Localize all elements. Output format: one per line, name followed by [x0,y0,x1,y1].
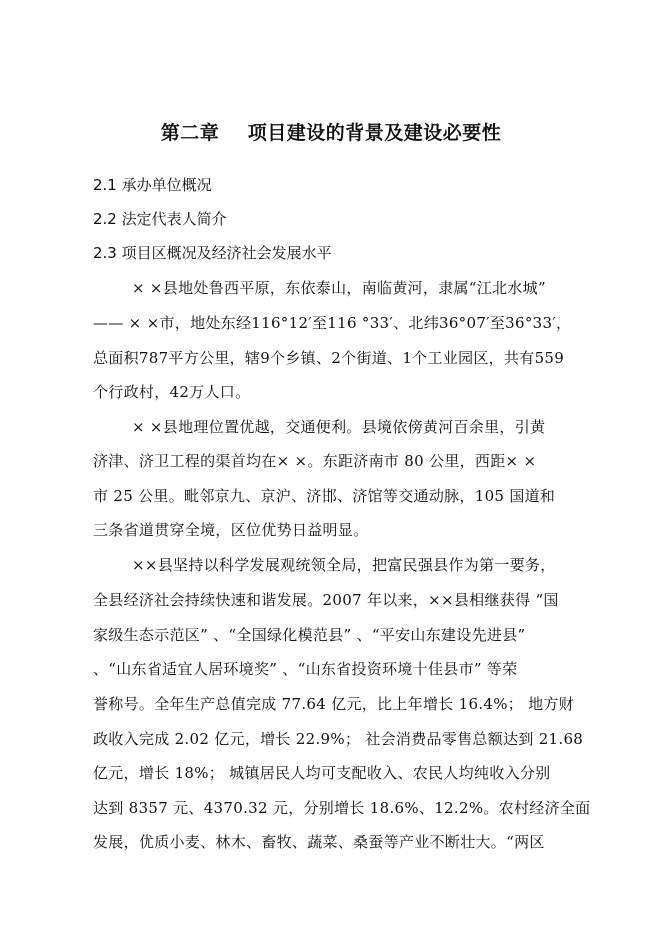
section-heading-2-1: 2.1 承办单位概况 [93,176,212,194]
paragraph-line: 济津、济卫工程的渠首均在× ×。东距济南市 80 公里，西距× × [93,452,537,470]
section-heading-2-3: 2.3 项目区概况及经济社会发展水平 [93,244,332,262]
paragraph-line: 全县经济社会持续快速和谐发展。2007 年以来，××县相继获得 “国 [93,591,559,609]
section-heading-2-2: 2.2 法定代表人简介 [93,210,227,228]
paragraph-line: × ×县地理位置优越，交通便利。县境依傍黄河百余里，引黄 [132,418,546,436]
paragraph-line: 政收入完成 2.02 亿元，增长 22.9%； 社会消费品零售总额达到 21.68 [93,730,584,748]
paragraph-line: 亿元，增长 18%； 城镇居民人均可支配收入、农民人均纯收入分别 [93,764,551,782]
paragraph-line: ××县坚持以科学发展观统领全局，把富民强县作为第一要务， [132,556,556,574]
paragraph-line: 誉称号。全年生产总值完成 77.64 亿元，比上年增长 16.4%； 地方财 [93,695,575,713]
paragraph-line: 、“山东省适宜人居环境奖” 、“山东省投资环境十佳县市” 等荣 [93,660,518,678]
paragraph-line: × ×县地处鲁西平原，东依泰山，南临黄河，隶属“江北水城” [132,279,546,297]
paragraph-line: 三条省道贯穿全境，区位优势日益明显。 [93,521,369,539]
paragraph-line: 市 25 公里。毗邻京九、京沪、济邯、济馆等交通动脉，105 国道和 [93,487,556,505]
paragraph-line: 发展，优质小麦、林木、畜牧、蔬菜、桑蚕等产业不断壮大。“两区 [93,833,545,851]
paragraph-line: 达到 8357 元、4370.32 元，分别增长 18.6%、12.2%。农村经济全面 [93,799,591,817]
paragraph-line: —— × ×市，地处东经116°12′至116 °33′、北纬36°07′至36°33′， [93,314,572,332]
paragraph-line: 总面积787平方公里，辖9个乡镇、2个街道、1个工业园区，共有559 [93,349,565,367]
chapter-title: 第二章 项目建设的背景及建设必要性 [160,122,502,144]
paragraph-line: 个行政村，42万人口。 [93,383,251,401]
paragraph-line: 家级生态示范区” 、“全国绿化模范县” 、“平安山东建设先进县” [93,626,526,644]
